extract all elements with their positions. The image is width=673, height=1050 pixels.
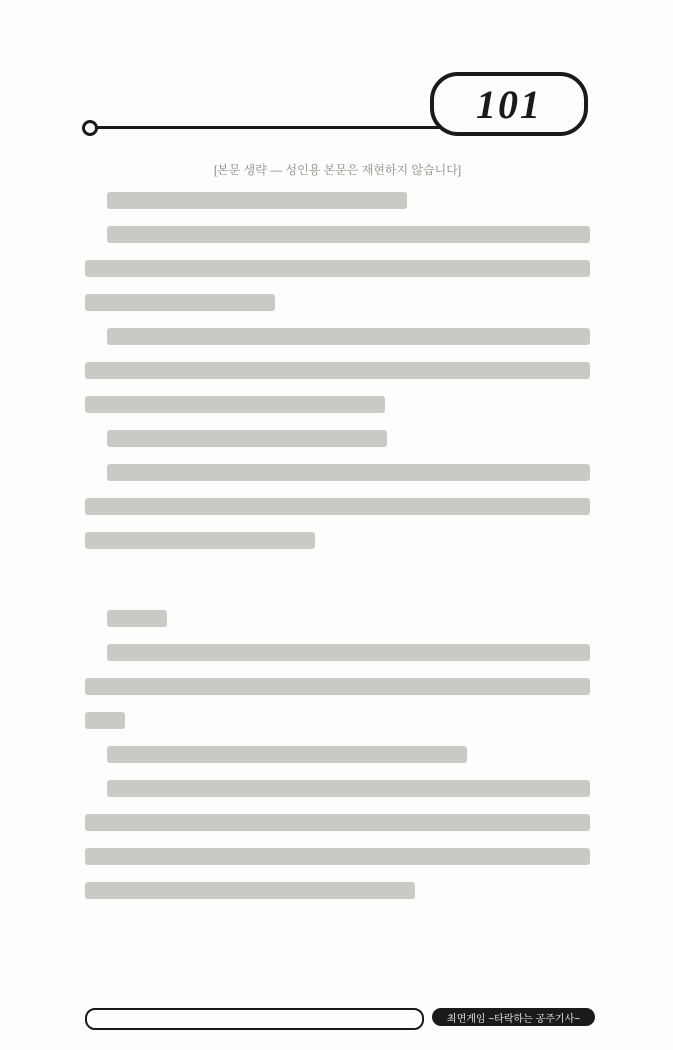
redacted-line	[107, 192, 407, 209]
redacted-line	[107, 780, 590, 797]
redacted-line	[85, 712, 125, 729]
redacted-line	[85, 532, 315, 549]
redacted-line	[85, 260, 590, 277]
page-number: 101	[476, 81, 542, 127]
redacted-line	[107, 746, 467, 763]
redacted-line	[85, 678, 590, 695]
redacted-line	[85, 294, 275, 311]
redacted-line	[107, 226, 590, 243]
footer-pill-ornament	[85, 1008, 424, 1030]
footer-series-badge: 최면게임 ~타락하는 공주기사~	[432, 1008, 595, 1026]
redacted-line	[107, 610, 167, 627]
page-number-badge	[430, 72, 588, 136]
redacted-line	[107, 328, 590, 345]
redacted-line	[85, 848, 590, 865]
redacted-line	[85, 362, 590, 379]
redacted-line	[107, 644, 590, 661]
redacted-line	[85, 814, 590, 831]
redacted-line	[107, 430, 387, 447]
redacted-line	[85, 396, 385, 413]
redacted-line	[85, 498, 590, 515]
body-text-redacted	[85, 155, 590, 916]
paragraph-gap	[85, 566, 590, 610]
redaction-note: [본문 생략 — 성인용 본문은 재현하지 않습니다]	[213, 163, 462, 177]
redacted-line	[107, 464, 590, 481]
header-rule	[95, 126, 440, 129]
redacted-line	[85, 882, 415, 899]
page-footer	[0, 1006, 673, 1036]
page-header	[0, 72, 673, 142]
